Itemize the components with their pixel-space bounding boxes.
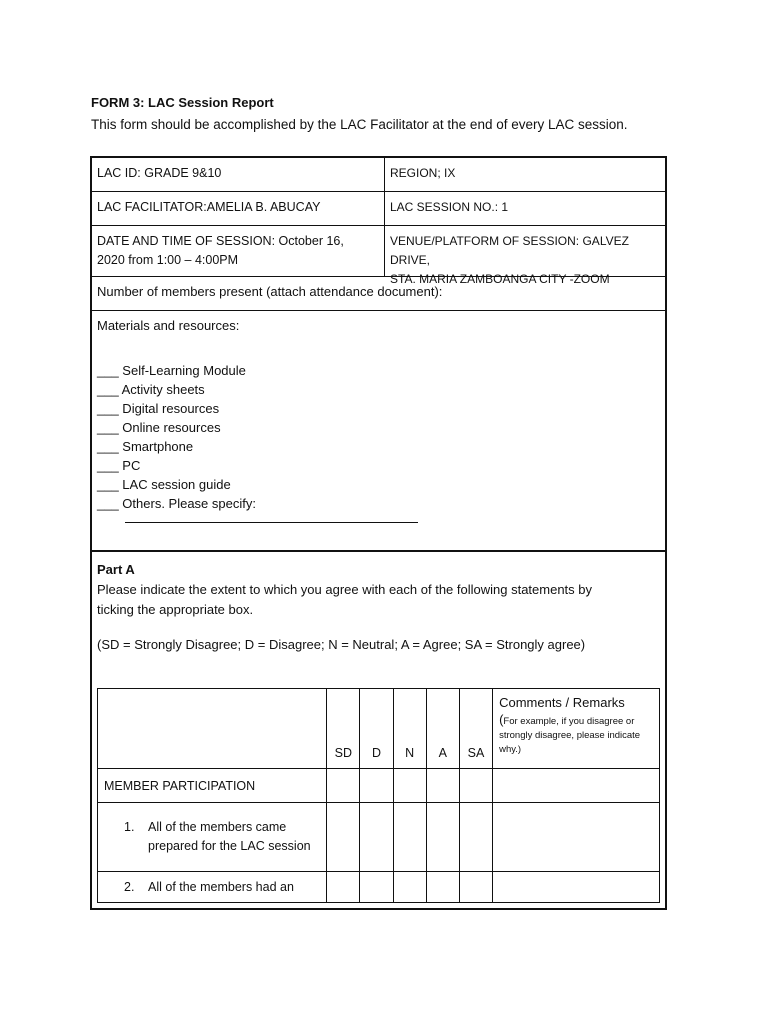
material-item: ___ Self-Learning Module [97,363,246,378]
session-no-cell: LAC SESSION NO.: 1 [390,200,509,214]
materials-heading: Materials and resources: [97,318,240,333]
date-time-line1: DATE AND TIME OF SESSION: October 16, [97,234,344,248]
venue-cell [385,226,665,286]
comments-heading: Comments / Remarks [499,695,625,710]
statement-header-cell [98,689,327,769]
rating-legend: (SD = Strongly Disagree; D = Disagree; N = Neutral; A = Agree; SA = Strongly agree) [97,637,586,652]
rating-checkbox-cell[interactable] [459,872,492,903]
rating-checkbox-cell[interactable] [426,872,459,903]
statement-number: 1. [124,820,135,834]
report-table [90,156,667,910]
scale-a-header: A [426,689,459,769]
rating-checkbox-cell[interactable] [459,769,492,803]
row-date-venue [92,226,665,286]
comments-note [499,713,653,757]
part-a-text [97,560,657,620]
statement-row [98,872,660,903]
comments-open-paren: ( [499,712,504,727]
materials-list [97,361,256,513]
statement-cell [98,803,327,872]
row-members-present [92,277,665,311]
rating-checkbox-cell[interactable] [393,872,426,903]
rating-checkbox-cell[interactable] [360,872,393,903]
part-a-instruction-line1: Please indicate the extent to which you agree with each of the following statements by [97,582,593,597]
section-row [98,769,660,803]
rating-checkbox-cell[interactable] [393,803,426,872]
material-item: ___ Others. Please specify: [97,496,256,511]
material-item: ___ Smartphone [97,439,194,454]
statement-text: All of the members had an [148,879,294,894]
date-time-line2: 2020 from 1:00 – 4:00PM [97,253,239,267]
part-a-instruction-line2: ticking the appropriate box. [97,602,254,617]
statement-row [98,803,660,872]
scale-sd-header: SD [327,689,360,769]
rating-checkbox-cell[interactable] [360,803,393,872]
region-cell: REGION; IX [390,166,456,180]
rating-checkbox-cell[interactable] [426,769,459,803]
rating-checkbox-cell[interactable] [426,803,459,872]
rating-table [97,688,660,903]
comments-note-text: For example, if you disagree or strongly disagree, please indicate why.) [499,716,641,755]
form-subtitle: This form should be accomplished by the LAC Facilitator at the end of every LAC session. [91,117,628,132]
rating-checkbox-cell[interactable] [393,769,426,803]
material-item: ___ Online resources [97,420,221,435]
members-present-label: Number of members present (attach attendance document): [97,284,443,299]
scale-n-header: N [393,689,426,769]
statement-number: 2. [124,879,135,894]
rating-checkbox-cell[interactable] [327,803,360,872]
comments-cell[interactable] [493,803,660,872]
material-item: ___ Digital resources [97,401,220,416]
rating-checkbox-cell[interactable] [327,769,360,803]
specify-blank-line[interactable] [125,522,418,523]
comments-header [493,689,660,769]
rating-checkbox-cell[interactable] [459,803,492,872]
row-part-a [92,552,665,908]
rating-header-row [98,689,660,769]
part-a-heading: Part A [97,562,135,577]
scale-sa-header: SA [459,689,492,769]
form-title: FORM 3: LAC Session Report [91,95,274,110]
date-time-cell [92,226,385,276]
material-item: ___ PC [97,458,141,473]
rating-checkbox-cell[interactable] [360,769,393,803]
statement-text: All of the members came prepared for the LAC session [148,820,311,853]
section-label: MEMBER PARTICIPATION [98,769,327,803]
comments-cell[interactable] [493,769,660,803]
lac-id-cell: LAC ID: GRADE 9&10 [92,158,385,191]
row-lac-id [92,158,665,192]
venue-line2: STA. MARIA ZAMBOANGA CITY -ZOOM [390,272,610,286]
statement-cell [98,872,327,903]
row-facilitator [92,192,665,226]
facilitator-cell: LAC FACILITATOR:AMELIA B. ABUCAY [92,192,385,225]
rating-checkbox-cell[interactable] [327,872,360,903]
venue-line1: VENUE/PLATFORM OF SESSION: GALVEZ DRIVE, [390,234,629,267]
comments-cell[interactable] [493,872,660,903]
material-item: ___ LAC session guide [97,477,231,492]
row-materials [92,311,665,552]
scale-d-header: D [360,689,393,769]
material-item: ___ Activity sheets [97,382,205,397]
